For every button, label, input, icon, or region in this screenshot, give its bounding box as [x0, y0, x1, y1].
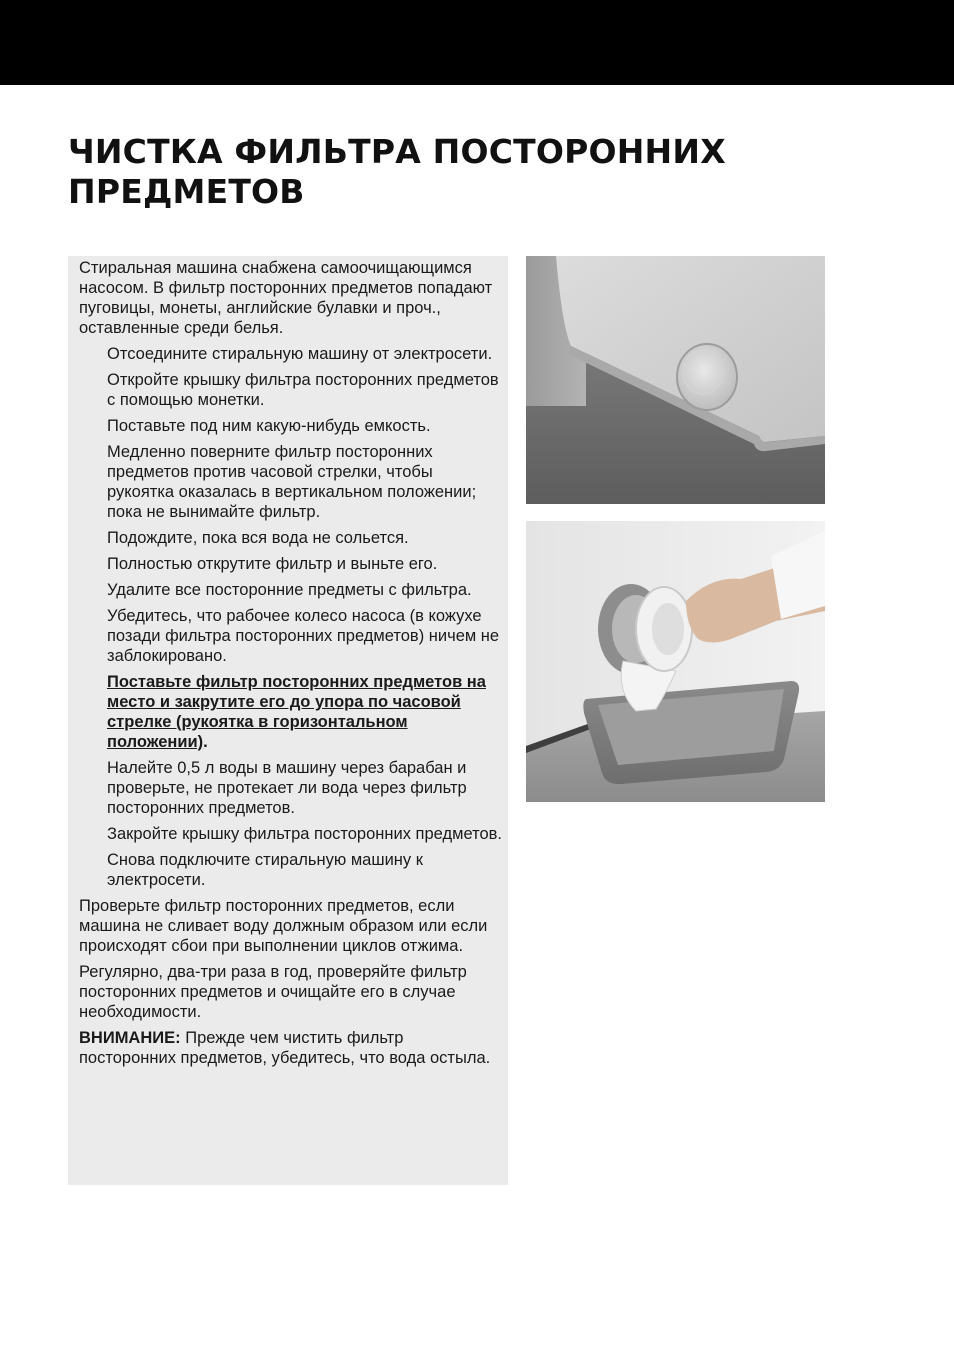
intro-paragraph: Стиральная машина снабжена самоочищающимся насосом. В фильтр посторонних предметов попадают пуговицы, монеты, английские булавки и проч., оставленные среди белья. [79, 259, 493, 337]
top-black-bar [0, 0, 954, 85]
step-place-container: Поставьте под ним какую-нибудь емкость. [107, 417, 431, 435]
warning-label: ВНИМАНИЕ: [79, 1029, 181, 1047]
page-title-line-1: ЧИСТКА ФИЛЬТРА ПОСТОРОННИХ [68, 132, 726, 171]
warning-text: Прежде чем чистить фильтр посторонних предметов, убедитесь, что вода остыла. [79, 1029, 491, 1067]
page-title-line-2: ПРЕДМЕТОВ [68, 172, 305, 211]
step-open-cover: Откройте крышку фильтра посторонних предметов с помощью монетки. [107, 371, 499, 409]
step-clean-filter: Удалите все посторонние предметы с фильтра. [107, 581, 472, 599]
regular-check-note: Регулярно, два-три раза в год, проверяйте фильтр посторонних предметов и очищайте его в случае необходимости. [79, 963, 467, 1021]
emphasis-period: . [203, 733, 208, 751]
step-wait-drain: Подождите, пока вся вода не сольется. [107, 529, 409, 547]
warning-note [79, 1028, 503, 1068]
step-close-cover: Закройте крышку фильтра посторонних предметов. [107, 825, 502, 843]
check-filter-note: Проверьте фильтр посторонних предметов, если машина не сливает воду должным образом или если происходят сбои при выполнении циклов отжима. [79, 897, 488, 955]
step-disconnect: Отсоедините стиральную машину от электросети. [107, 345, 493, 363]
step-check-impeller: Убедитесь, что рабочее колесо насоса (в кожухе позади фильтра посторонних предметов) ничем не заблокировано. [107, 607, 500, 665]
step-remove-filter: Полностью открутите фильтр и выньте его. [107, 555, 438, 573]
step-pour-water: Налейте 0,5 л воды в машину через барабан и проверьте, не протекает ли вода через фильтр посторонних предметов. [107, 759, 467, 817]
emphasis-text: Поставьте фильтр посторонних предметов на место и закрутите его до упора по часовой стрелке (рукоятка в горизонтальном положении) [107, 673, 486, 751]
step-reconnect: Снова подключите стиральную машину к электросети. [107, 851, 423, 889]
washer-filter-cover-illustration [526, 256, 825, 504]
filter-removal-illustration [526, 521, 825, 802]
step-reinstall-filter [79, 672, 503, 752]
instructions-text [79, 258, 503, 1068]
photo-filter-removal [526, 521, 825, 802]
page-title [68, 132, 828, 212]
photo-filter-cover [526, 256, 825, 504]
step-turn-filter: Медленно поверните фильтр посторонних предметов против часовой стрелки, чтобы рукоятка оказалась в вертикальном положении; пока не вынимайте фильтр. [107, 443, 477, 521]
